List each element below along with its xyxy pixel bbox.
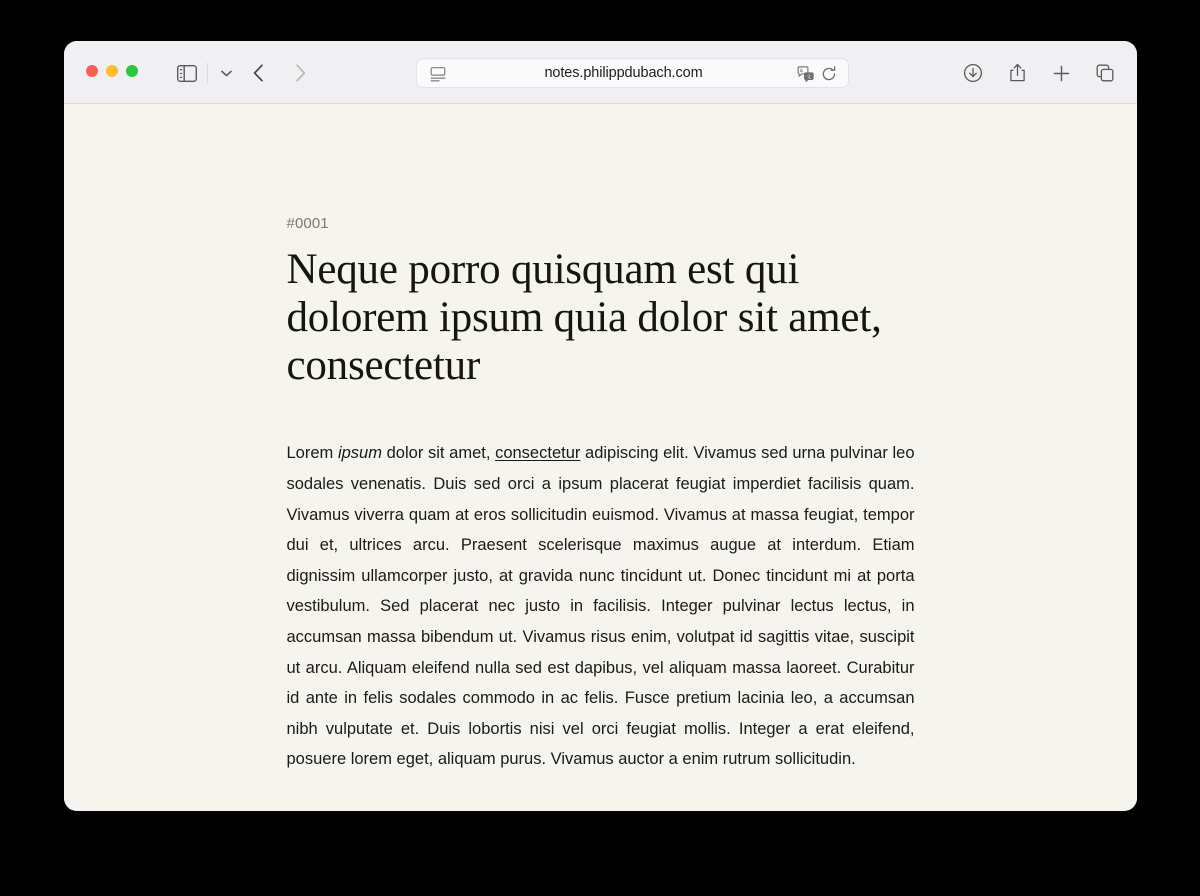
body-emphasis: ipsum <box>337 444 382 463</box>
body-rest: adipiscing elit. Vivamus sed urna pulvinar leo sodales venenatis. Duis sed orci a ipsum placerat feugiat imperdiet facilisis quam. Vivamus viverra quam at eros sollicitudin euismod. Vivamus at massa feugiat, tempor dui et, ultrices arcu. Praesent scelerisque maximus augue at interdum. Etiam dignissim ullamcorper justo, at gravida nunc tincidunt ut. Donec tincidunt mi at porta vestibulum. Sed placerat nec justo in facilisis. Integer pulvinar lectus lectus, in accumsan massa bibendum ut. Vivamus risus enim, volutpat id sagittis vitae, suscipit ut arcu. Aliquam eleifend nulla sed est dapibus, vel aliquam massa laoreet. Curabitur id ante in felis sodales commodo in ac felis. Fusce pretium lacinia leo, a accumsan nibh vulputate et. Duis lobortis nisi vel orci feugiat mollis. Integer a erat eleifend, posuere lorem eget, aliquam purus. Vivamus auctor a enim rutrum sollicitudin. <box>286 444 915 769</box>
chevron-right-icon <box>288 61 312 85</box>
url-text[interactable]: notes.philippdubach.com <box>544 65 703 81</box>
svg-text:A: A <box>799 68 804 75</box>
article-body <box>287 438 915 775</box>
window-controls <box>86 65 138 77</box>
toolbar-actions <box>961 61 1117 85</box>
address-bar[interactable] <box>416 58 849 88</box>
minimize-button[interactable] <box>106 65 118 77</box>
downloads-icon[interactable] <box>961 61 985 85</box>
chevron-left-icon[interactable] <box>246 61 270 85</box>
translate-icon[interactable] <box>797 66 814 82</box>
article <box>287 104 915 775</box>
zoom-button[interactable] <box>126 65 138 77</box>
new-tab-icon[interactable] <box>1049 61 1073 85</box>
page-content <box>64 104 1137 810</box>
svg-text:文: 文 <box>806 74 812 81</box>
toolbar-divider <box>207 63 208 83</box>
chevron-down-icon[interactable] <box>216 63 236 83</box>
share-icon[interactable] <box>1005 61 1029 85</box>
sidebar-icon[interactable] <box>174 61 200 85</box>
page-title: Neque porro quisquam est qui dolorem ipsum quia dolor sit amet, consectetur <box>286 246 882 390</box>
body-mid: dolor sit amet, <box>381 444 496 463</box>
close-button[interactable] <box>86 65 98 77</box>
note-id-label: #0001 <box>286 215 329 232</box>
browser-toolbar <box>64 41 1137 104</box>
reload-icon[interactable] <box>821 66 837 82</box>
consectetur-link[interactable]: consectetur <box>495 444 581 463</box>
body-lead: Lorem <box>286 444 338 463</box>
browser-window <box>64 41 1137 811</box>
tab-overview-icon[interactable] <box>1093 61 1117 85</box>
reader-mode-icon[interactable] <box>429 65 447 83</box>
